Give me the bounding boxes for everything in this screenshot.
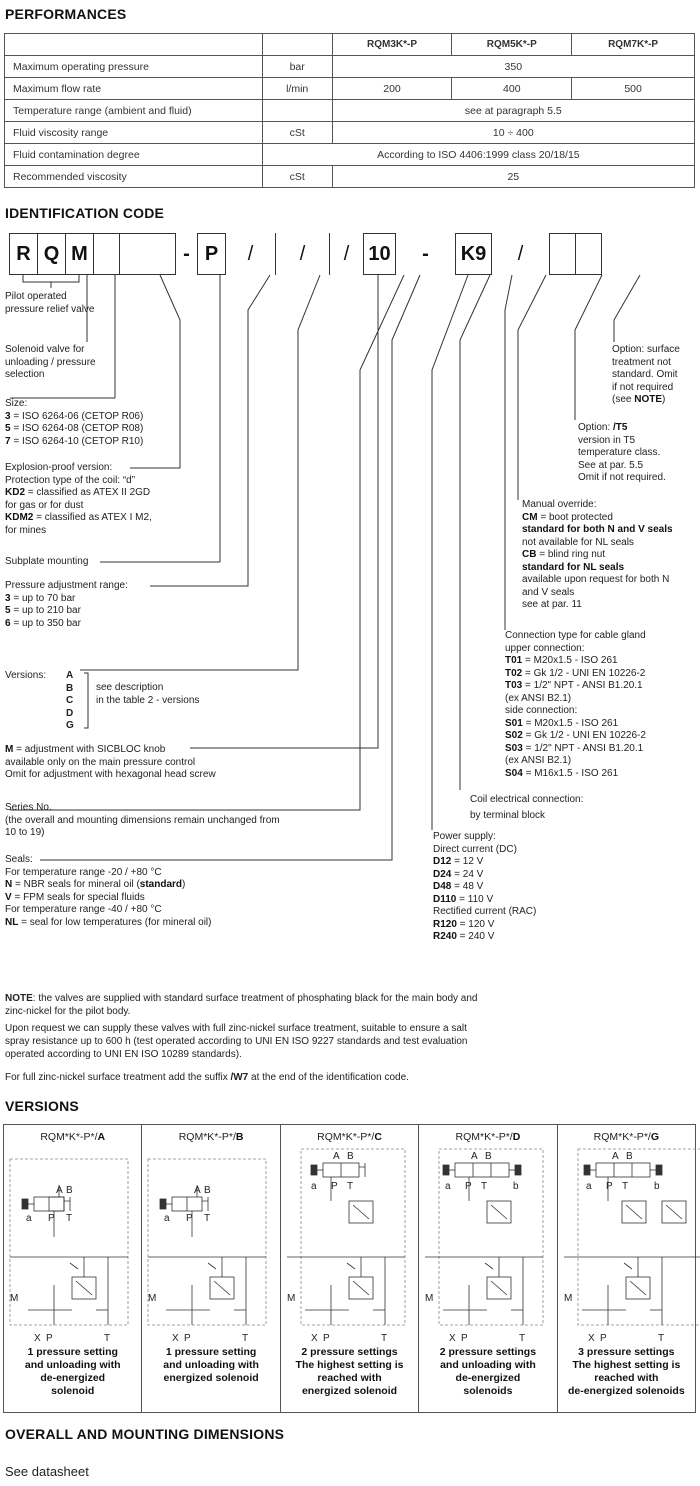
seals-code: NL (5, 916, 19, 928)
port-p-label: P (186, 1213, 194, 1224)
port-t-label: T (104, 1333, 111, 1344)
caption-pilot: Pilot operated pressure relief valve (5, 291, 95, 315)
conn-code: S03 (505, 742, 523, 754)
version-desc-line: 1 pressure setting (165, 1346, 257, 1358)
header-cell: RQM7K*-P (572, 34, 695, 56)
power-desc: = 12 V (451, 856, 484, 867)
port-p-label: P (184, 1333, 192, 1344)
port-t-label: T (481, 1181, 488, 1192)
version-description (419, 1346, 556, 1398)
row-label: Fluid contamination degree (5, 144, 263, 166)
row-value: 350 (332, 56, 694, 78)
performances-title: PERFORMANCES (5, 6, 127, 22)
versions-table (3, 1124, 696, 1413)
table-row (5, 56, 695, 78)
version-prefix: RQM*K*-P*/ (40, 1131, 98, 1143)
conn-desc: = M20x1.5 - ISO 261 (522, 655, 618, 666)
caption-pressure (5, 580, 165, 630)
m-desc: = adjustment with SICBLOC knob (13, 744, 166, 755)
version-desc-line: 2 pressure settings (301, 1346, 398, 1358)
note-text: zinc-nickel for the pilot body. (5, 1006, 131, 1017)
row-label: Maximum flow rate (5, 78, 263, 100)
code-box (120, 233, 176, 275)
note-paragraph-2 (5, 1022, 605, 1061)
port-x-label: X (587, 1333, 595, 1344)
size-code: 3 (5, 410, 11, 422)
surface-note-ref: NOTE (634, 394, 663, 405)
m-desc: available only on the main pressure control (5, 756, 196, 768)
version-prefix: RQM*K*-P*/ (455, 1131, 513, 1143)
series-title: Series No. (5, 802, 52, 813)
manual-desc: available upon request for both N (522, 574, 670, 585)
power-code: D24 (433, 868, 452, 880)
row-unit: l/min (262, 78, 332, 100)
version-desc-line: de-energized solenoids (567, 1385, 685, 1397)
power-sub: Rectified current (RAC) (433, 906, 537, 917)
version-letter: C (374, 1131, 382, 1143)
code-box (550, 233, 576, 275)
row-value: 500 (572, 78, 695, 100)
port-x-label: X (34, 1333, 41, 1344)
code-separator: / (226, 233, 276, 275)
conn-sub: upper connection: (505, 642, 585, 654)
code-box: 10 (364, 233, 396, 275)
conn-code: T03 (505, 680, 523, 691)
row-unit: cSt (262, 122, 332, 144)
port-a-sol-label: a (164, 1213, 170, 1224)
code-separator: / (276, 233, 330, 275)
header-cell: RQM3K*-P (332, 34, 452, 56)
version-code (142, 1131, 279, 1143)
version-description (281, 1346, 418, 1398)
note-label: NOTE (5, 993, 33, 1004)
header-cell: RQM5K*-P (452, 34, 572, 56)
caption-surface (612, 344, 698, 407)
version-desc-line: solenoid (51, 1385, 95, 1397)
t5-title: Option: (578, 422, 614, 433)
power-code: R120 (433, 918, 457, 930)
caption-versions-title: Versions: (5, 670, 47, 681)
hydraulic-schematic (419, 1145, 553, 1345)
port-t-label: T (346, 1181, 353, 1192)
row-label: Recommended viscosity (5, 166, 263, 188)
t5-desc: temperature class. (578, 447, 661, 458)
versions-desc: see description (96, 682, 164, 693)
caption-versions-letters (66, 670, 80, 733)
conn-desc: = Gk 1/2 - UNI EN 10226-2 (522, 667, 646, 679)
seals-desc: For temperature range -40 / +80 °C (5, 904, 162, 915)
series-desc: 10 to 19) (5, 827, 45, 838)
t5-code: /T5 (613, 422, 628, 433)
pressure-desc: = up to 210 bar (10, 605, 81, 616)
row-label: Fluid viscosity range (5, 122, 263, 144)
seals-desc: = NBR seals for mineral oil ( (12, 879, 140, 890)
header-cell (5, 34, 263, 56)
note-text: For full zinc-nickel surface treatment add the suffix (5, 1072, 231, 1083)
power-sub: Direct current (DC) (433, 843, 517, 855)
version-desc-line: 2 pressure settings (439, 1346, 537, 1358)
row-unit: bar (262, 56, 332, 78)
caption-seals (5, 854, 285, 929)
note-text: spray resistance up to 600 h (test operated according to UNI EN ISO 9227 standards and test evaluation (5, 1036, 468, 1047)
row-value: According to ISO 4406:1999 class 20/18/15 (262, 144, 694, 166)
seals-code: V (5, 891, 12, 903)
version-letter: A (97, 1131, 106, 1143)
m-code: M (5, 744, 14, 755)
port-a-label: A (194, 1185, 202, 1196)
row-label: Maximum operating pressure (5, 56, 263, 78)
version-desc-line: energized solenoid (301, 1385, 398, 1397)
port-b-sol-label: b (513, 1181, 519, 1192)
caption-connection (505, 630, 695, 780)
hydraulic-schematic (281, 1145, 415, 1345)
conn-desc: = 1/2" NPT - ANSI B1.20.1 (522, 680, 643, 691)
dimensions-title: OVERALL AND MOUNTING DIMENSIONS (5, 1426, 285, 1442)
power-code: R240 (433, 931, 457, 942)
port-p-label: P (322, 1333, 330, 1344)
port-m-label: M (425, 1293, 434, 1304)
version-cell-c (281, 1125, 419, 1412)
port-b-sol-label: b (653, 1181, 660, 1192)
code-box: P (198, 233, 226, 275)
conn-code: T02 (505, 667, 523, 679)
code-separator: - (176, 233, 198, 275)
port-t-label: T (242, 1333, 249, 1344)
version-desc-line: reached with (317, 1372, 382, 1384)
version-desc-line: solenoids (463, 1385, 513, 1397)
version-prefix: RQM*K*-P*/ (317, 1131, 375, 1143)
code-box: Q (38, 233, 66, 275)
note-suffix: /W7 (230, 1072, 249, 1083)
version-desc-line (142, 1385, 279, 1398)
note-paragraph-1 (5, 992, 605, 1018)
code-box (576, 233, 602, 275)
port-x-label: X (172, 1333, 180, 1344)
version-code (419, 1131, 556, 1143)
t5-desc: Omit if not required. (578, 472, 666, 483)
version-code (4, 1131, 141, 1143)
version-description (558, 1346, 695, 1398)
code-box: K9 (456, 233, 492, 275)
code-box: R (10, 233, 38, 275)
row-value: 200 (332, 78, 452, 100)
version-desc-line: and unloading with (163, 1359, 259, 1371)
performances-table (4, 33, 695, 188)
manual-title: Manual override: (522, 499, 597, 510)
seals-code: N (5, 879, 13, 890)
version-letter: D (512, 1131, 521, 1143)
manual-desc: = boot protected (537, 511, 613, 523)
code-separator: / (492, 233, 550, 275)
port-p-label: P (599, 1333, 607, 1344)
version-letter: A (66, 670, 74, 681)
port-x-label: X (449, 1333, 456, 1344)
port-m-label: M (286, 1293, 296, 1304)
identification-title: IDENTIFICATION CODE (5, 205, 165, 221)
seals-desc: = seal for low temperatures (for mineral oil) (18, 916, 212, 928)
manual-code: CB (522, 549, 537, 560)
port-p-label: P (605, 1181, 613, 1192)
size-code: 5 (5, 423, 11, 434)
port-m-label: M (10, 1293, 19, 1304)
version-description (142, 1346, 279, 1398)
power-code: D48 (433, 881, 452, 892)
port-p-label: P (46, 1333, 53, 1344)
power-desc: = 110 V (456, 893, 494, 905)
manual-standard: standard for both N and V seals (522, 524, 673, 535)
dimensions-text: See datasheet (5, 1464, 89, 1479)
code-separator: - (396, 233, 456, 275)
power-code: D12 (433, 856, 452, 867)
version-desc-line: The highest setting is (572, 1359, 681, 1371)
seals-title: Seals: (5, 854, 33, 865)
row-value: see at paragraph 5.5 (332, 100, 694, 122)
version-letter: G (650, 1131, 659, 1143)
port-a-label: A (56, 1185, 63, 1196)
port-b-label: B (66, 1185, 73, 1196)
version-cell-a (4, 1125, 142, 1412)
hydraulic-schematic (142, 1145, 276, 1345)
conn-code: S02 (505, 730, 523, 741)
row-value: 400 (452, 78, 572, 100)
seals-desc: = FPM seals for special fluids (11, 891, 145, 903)
versions-brace (82, 672, 92, 730)
port-t-label: T (66, 1213, 73, 1224)
seals-standard: standard (139, 879, 183, 890)
ex-code: KDM2 (5, 512, 34, 523)
caption-versions-desc (96, 682, 236, 707)
manual-standard: standard for NL seals (522, 561, 625, 573)
pressure-title: Pressure adjustment range: (5, 580, 128, 591)
port-a-label: A (332, 1151, 340, 1162)
pressure-desc: = up to 70 bar (10, 592, 76, 604)
caption-series (5, 802, 335, 840)
t5-desc: version in T5 (578, 434, 636, 446)
row-label: Temperature range (ambient and fluid) (5, 100, 263, 122)
size-title: Size: (5, 398, 28, 409)
coil-title: Coil electrical connection: (470, 794, 584, 805)
conn-desc: = M20x1.5 - ISO 261 (522, 717, 619, 729)
port-p-label: P (461, 1333, 468, 1344)
port-m-label: M (563, 1293, 572, 1304)
row-value: 10 ÷ 400 (332, 122, 694, 144)
coil-desc: by terminal block (470, 809, 546, 821)
table-row (5, 100, 695, 122)
version-desc-line: de-energized (40, 1372, 106, 1384)
table-header-row (5, 34, 695, 56)
version-desc-line: reached with (594, 1372, 659, 1384)
port-b-label: B (625, 1151, 633, 1162)
port-a-sol-label: a (310, 1181, 317, 1192)
pressure-code: 3 (5, 592, 11, 604)
identification-code-boxes (9, 233, 602, 275)
conn-sub: side connection: (505, 705, 578, 716)
table-row (5, 166, 695, 188)
version-prefix: RQM*K*-P*/ (593, 1131, 651, 1143)
power-title: Power supply: (433, 831, 496, 842)
conn-desc: (ex ANSI B2.1) (505, 692, 572, 704)
version-desc-line: de-energized (455, 1372, 521, 1384)
power-desc: = 240 V (456, 931, 495, 942)
ex-desc: = classified as ATEX II 2GD (25, 487, 151, 498)
port-t-label: T (621, 1181, 628, 1192)
version-cell-b (142, 1125, 280, 1412)
note-paragraph-3 (5, 1071, 605, 1084)
version-code (558, 1131, 695, 1143)
port-t-label: T (519, 1333, 526, 1344)
caption-coil (470, 794, 670, 822)
conn-desc: = 1/2" NPT - ANSI B1.20.1 (522, 742, 644, 754)
caption-manual-override (522, 499, 698, 612)
version-letter: B (235, 1131, 244, 1143)
surface-desc: ) (662, 394, 666, 405)
caption-explosion-proof (5, 462, 205, 537)
hydraulic-schematic (558, 1145, 700, 1345)
manual-desc: and V seals (522, 586, 575, 598)
port-a-label: A (611, 1151, 619, 1162)
row-value: 25 (332, 166, 694, 188)
version-desc-line: energized solenoid (163, 1372, 259, 1384)
version-desc-line: 3 pressure settings (578, 1346, 675, 1358)
caption-m-option (5, 744, 285, 782)
caption-solenoid: Solenoid valve for unloading / pressure selection (5, 344, 96, 380)
port-a-sol-label: a (445, 1181, 451, 1192)
pressure-desc: = up to 350 bar (10, 617, 81, 629)
ex-title: Explosion-proof version: (5, 462, 113, 473)
seals-desc: ) (182, 879, 186, 890)
row-unit: cSt (262, 166, 332, 188)
port-p-label: P (330, 1181, 338, 1192)
version-cell-g (558, 1125, 695, 1412)
version-desc-line: 1 pressure setting (27, 1346, 118, 1358)
surface-desc: treatment not (612, 356, 671, 368)
hydraulic-schematic (4, 1145, 138, 1345)
seals-desc: For temperature range -20 / +80 °C (5, 866, 162, 878)
port-m-label: M (148, 1293, 157, 1304)
surface-desc: Option: surface (612, 344, 680, 355)
version-letter: G (66, 720, 74, 731)
port-b-label: B (485, 1151, 492, 1162)
pressure-code: 5 (5, 605, 11, 616)
power-desc: = 120 V (456, 918, 495, 930)
size-desc: = ISO 6264-10 (CETOP R10) (10, 435, 144, 447)
version-desc-line: and unloading with (440, 1359, 536, 1371)
size-desc: = ISO 6264-08 (CETOP R08) (10, 423, 144, 434)
m-desc: Omit for adjustment with hexagonal head screw (5, 769, 216, 780)
port-t-label: T (380, 1333, 387, 1344)
port-a-label: A (471, 1151, 478, 1162)
note-text: Upon request we can supply these valves with full zinc-nickel surface treatment, suitable to ensure a salt (5, 1023, 467, 1034)
code-box (94, 233, 120, 275)
conn-desc: = M16x1.5 - ISO 261 (522, 767, 619, 779)
t5-desc: See at par. 5.5 (578, 459, 644, 471)
ex-desc: for gas or for dust (5, 499, 84, 511)
versions-desc: in the table 2 - versions (96, 694, 200, 706)
conn-code: S01 (505, 717, 523, 729)
note-text: at the end of the identification code. (248, 1072, 409, 1083)
manual-desc: = blind ring nut (536, 549, 606, 560)
manual-code: CM (522, 511, 538, 523)
size-code: 7 (5, 435, 11, 447)
pressure-code: 6 (5, 617, 11, 629)
row-unit (262, 100, 332, 122)
conn-desc: (ex ANSI B2.1) (505, 755, 572, 766)
caption-size (5, 398, 205, 448)
note-text: : the valves are supplied with standard surface treatment of phosphating black for the main body and (32, 993, 478, 1004)
conn-desc: = Gk 1/2 - UNI EN 10226-2 (522, 730, 646, 741)
surface-desc: if not required (612, 381, 674, 393)
ex-desc: = classified as ATEX I M2, (33, 512, 152, 523)
version-code (281, 1131, 418, 1143)
manual-desc: see at par. 11 (522, 599, 582, 610)
port-t-label: T (657, 1333, 664, 1344)
caption-subplate: Subplate mounting (5, 556, 89, 567)
port-t-label: T (204, 1213, 211, 1224)
code-box: M (66, 233, 94, 275)
table-row (5, 78, 695, 100)
conn-code: T01 (505, 655, 523, 666)
versions-title: VERSIONS (5, 1098, 79, 1114)
table-row (5, 122, 695, 144)
ex-desc: for mines (5, 524, 47, 536)
version-letter: C (66, 695, 74, 706)
manual-desc: not available for NL seals (522, 536, 634, 548)
surface-desc: standard. Omit (612, 369, 678, 380)
code-separator: / (330, 233, 364, 275)
port-a-sol-label: a (585, 1181, 592, 1192)
power-desc: = 24 V (451, 868, 484, 880)
caption-power (433, 831, 593, 944)
conn-title: Connection type for cable gland (505, 630, 646, 641)
power-code: D110 (433, 893, 457, 905)
port-x-label: X (310, 1333, 318, 1344)
caption-t5 (578, 422, 698, 485)
port-p-label: P (48, 1213, 55, 1224)
port-a-sol-label: a (26, 1213, 32, 1224)
port-p-label: P (465, 1181, 472, 1192)
version-prefix: RQM*K*-P*/ (178, 1131, 236, 1143)
power-desc: = 48 V (451, 881, 484, 892)
version-letter: B (66, 682, 74, 694)
ex-code: KD2 (5, 487, 26, 498)
header-cell (262, 34, 332, 56)
port-b-label: B (346, 1151, 354, 1162)
conn-code: S04 (505, 767, 523, 779)
ex-line: Protection type of the coil: “d” (5, 474, 136, 486)
table-row (5, 144, 695, 166)
version-description (4, 1346, 141, 1398)
size-desc: = ISO 6264-06 (CETOP R06) (10, 410, 144, 422)
version-desc-line: The highest setting is (295, 1359, 404, 1371)
surface-desc: (see (612, 394, 635, 405)
note-text: operated according to UNI EN ISO 10289 standards). (5, 1049, 242, 1060)
series-desc: (the overall and mounting dimensions remain unchanged from (5, 814, 280, 826)
version-letter: D (66, 707, 74, 719)
version-cell-d (419, 1125, 557, 1412)
port-b-label: B (204, 1185, 212, 1196)
version-desc-line: and unloading with (24, 1359, 121, 1371)
